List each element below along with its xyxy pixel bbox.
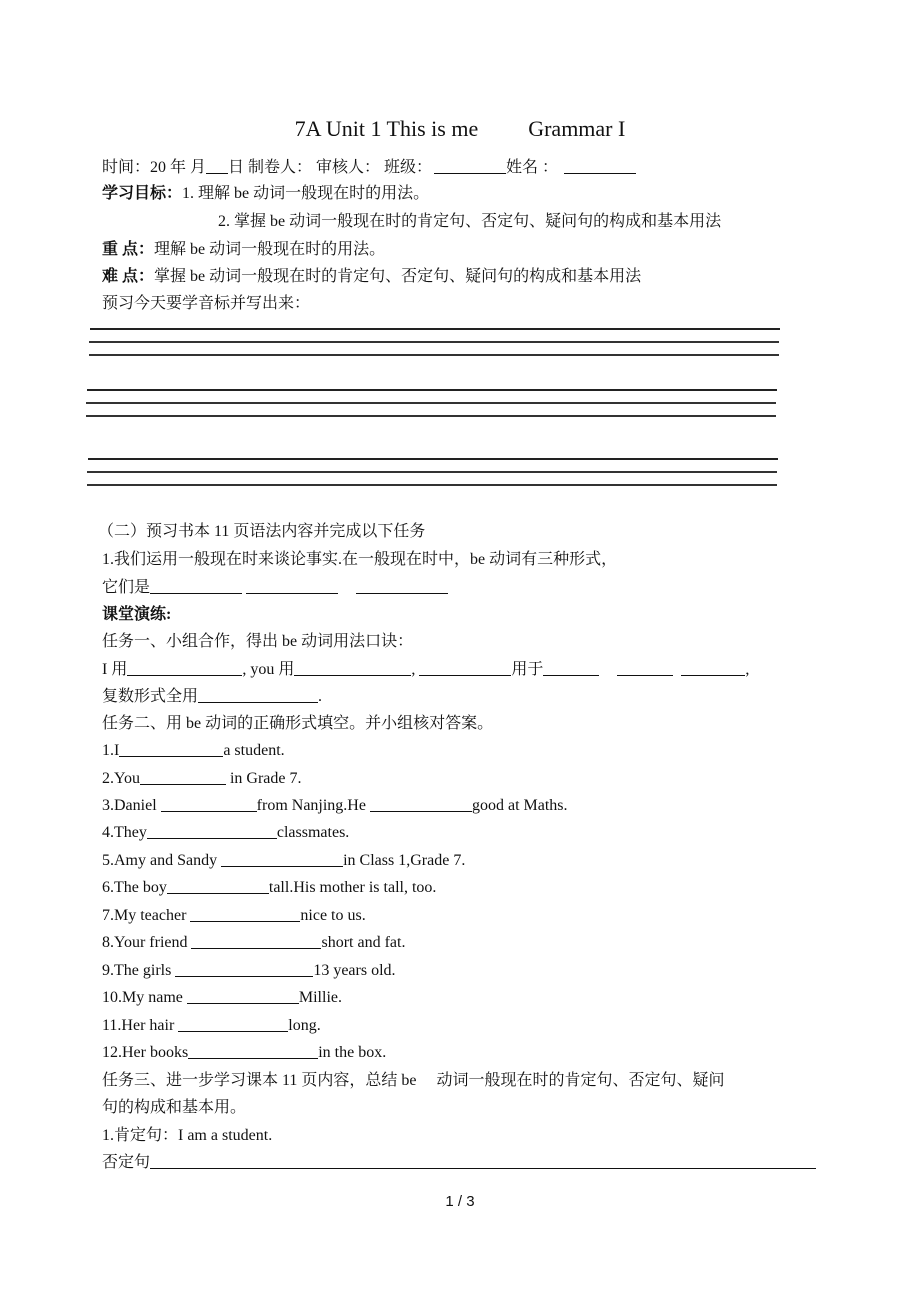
- exercise-suffix: Millie.: [298, 989, 342, 1006]
- writing-line[interactable]: [86, 402, 776, 404]
- task1-text-b: , you 用: [242, 661, 295, 678]
- objective-1: 1. 理解 be 动词一般现在时的用法。: [182, 185, 430, 202]
- exercise-prefix: 5.Amy and Sandy: [102, 852, 222, 869]
- key-point-text: 理解 be 动词一般现在时的用法。: [154, 241, 386, 258]
- task1-period: .: [318, 688, 323, 705]
- key-point-line: [102, 240, 385, 260]
- classroom-practice-label: 课堂演练:: [102, 606, 172, 623]
- day-label: 日 制卷人： 审核人： 班级：: [228, 159, 433, 176]
- exercise-suffix: tall.His mother is tall, too.: [268, 879, 437, 896]
- exercise-suffix: a student.: [223, 742, 285, 759]
- task1-blank-you[interactable]: [294, 660, 411, 676]
- task1-blank-i[interactable]: [127, 660, 242, 676]
- task1-blank-usage-1[interactable]: [543, 660, 599, 676]
- writing-line[interactable]: [89, 354, 779, 356]
- exercise-blank[interactable]: [221, 851, 343, 867]
- task1-text-e: ,: [745, 661, 750, 678]
- exercise-item: [102, 796, 568, 816]
- exercise-blank[interactable]: [119, 741, 223, 757]
- exercise-suffix: short and fat.: [321, 934, 406, 951]
- exercise-prefix: 12.Her books: [102, 1044, 189, 1061]
- exercise-suffix: in Grade 7.: [225, 770, 302, 787]
- header-info-line: [102, 158, 636, 178]
- exercise-prefix: 6.The boy: [102, 879, 167, 896]
- exercise-blank[interactable]: [167, 878, 269, 894]
- writing-line[interactable]: [88, 458, 778, 460]
- key-point-label: 重 点：: [102, 241, 155, 258]
- be-form-blank-3[interactable]: [356, 578, 448, 594]
- task3-negative-line: [102, 1153, 816, 1173]
- exercise-item: [102, 988, 342, 1008]
- exercise-suffix: nice to us.: [300, 907, 366, 924]
- exercise-blank[interactable]: [187, 988, 299, 1004]
- exercise-item: [102, 851, 465, 871]
- exercise-item: [102, 1043, 386, 1063]
- exercise-suffix: in the box.: [318, 1044, 387, 1061]
- task1-plural-text: 复数形式全用: [102, 688, 199, 705]
- name-blank[interactable]: [564, 158, 636, 174]
- objectives-line-1: [102, 184, 429, 204]
- exercise-item: [102, 823, 349, 843]
- task1-text-a: I 用: [102, 661, 128, 678]
- title-grammar: Grammar I: [528, 116, 626, 141]
- be-form-blank-2[interactable]: [246, 578, 338, 594]
- writing-line[interactable]: [89, 341, 779, 343]
- task1-blank-usage-2[interactable]: [617, 660, 673, 676]
- exercise-prefix: 8.Your friend: [102, 934, 192, 951]
- name-label: 姓名 ：: [506, 159, 559, 176]
- exercise-blank[interactable]: [188, 1043, 318, 1059]
- difficult-point-text: 掌握 be 动词一般现在时的肯定句、否定句、疑问句的构成和基本用法: [154, 268, 642, 285]
- task3-heading-line-2: 句的构成和基本用。: [102, 1099, 247, 1116]
- task3-heading-line-1: 任务三、进一步学习课本 11 页内容，总结 be 动词一般现在时的肯定句、否定句、疑问: [102, 1072, 725, 1089]
- page-number: 1 / 3: [445, 1193, 475, 1210]
- task3-affirmative: 1.肯定句：I am a student.: [102, 1127, 273, 1144]
- task1-rule-line-1: [102, 660, 749, 680]
- exercise-item: [102, 961, 396, 981]
- exercise-item: [102, 741, 285, 761]
- writing-line[interactable]: [87, 484, 777, 486]
- exercise-prefix: 7.My teacher: [102, 907, 191, 924]
- exercise-blank[interactable]: [178, 1016, 288, 1032]
- exercise-suffix: in Class 1,Grade 7.: [343, 852, 466, 869]
- objectives-label: 学习目标：: [102, 185, 183, 202]
- difficult-point-line: [102, 267, 641, 287]
- section2-question1-answer-line: [102, 578, 448, 598]
- exercise-prefix: 2.You: [102, 770, 140, 787]
- forms-label: 它们是: [102, 579, 151, 596]
- task1-heading: 任务一、小组合作，得出 be 动词用法口诀：: [102, 633, 414, 650]
- negative-label: 否定句: [102, 1154, 151, 1171]
- exercise-item: [102, 878, 436, 898]
- objective-2: 2. 掌握 be 动词一般现在时的肯定句、否定句、疑问句的构成和基本用法: [218, 213, 722, 230]
- writing-line[interactable]: [87, 389, 777, 391]
- exercise-prefix: 10.My name: [102, 989, 187, 1006]
- task1-text-c: ,: [411, 661, 416, 678]
- time-label: 时间：20 年 月: [102, 159, 207, 176]
- day-blank[interactable]: [206, 158, 228, 174]
- exercise-item: [102, 769, 301, 789]
- exercise-suffix: 13 years old.: [313, 962, 396, 979]
- exercise-blank[interactable]: [175, 961, 313, 977]
- title-unit: 7A Unit 1 This is me: [294, 116, 479, 141]
- document-title: [0, 116, 920, 142]
- section2-question1: 1.我们运用一般现在时来谈论事实.在一般现在时中，be 动词有三种形式，: [102, 551, 618, 568]
- negative-sentence-blank[interactable]: [150, 1153, 816, 1169]
- exercise-blank[interactable]: [190, 906, 300, 922]
- exercise-prefix: 4.They: [102, 824, 147, 841]
- task1-blank-plural[interactable]: [198, 687, 318, 703]
- writing-line[interactable]: [87, 471, 777, 473]
- task1-blank-third[interactable]: [419, 660, 511, 676]
- exercise-prefix: 9.The girls: [102, 962, 176, 979]
- writing-line[interactable]: [90, 328, 780, 330]
- exercise-item: [102, 906, 366, 926]
- task1-text-d: 用于: [511, 661, 544, 678]
- exercise-blank[interactable]: [140, 769, 226, 785]
- exercise-item: [102, 1016, 321, 1036]
- exercise-item: [102, 933, 405, 953]
- writing-line[interactable]: [86, 415, 776, 417]
- class-blank[interactable]: [434, 158, 506, 174]
- preview-phonetics: 预习今天要学音标并写出来：: [102, 295, 311, 312]
- exercise-prefix: 1.I: [102, 742, 120, 759]
- task1-rule-line-2: [102, 687, 322, 707]
- exercise-suffix: long.: [288, 1017, 321, 1034]
- difficult-point-label: 难 点：: [102, 268, 155, 285]
- exercise-blank[interactable]: [147, 823, 277, 839]
- exercise-middle: from Nanjing.He: [256, 797, 370, 814]
- be-form-blank-1[interactable]: [150, 578, 242, 594]
- exercise-prefix: 3.Daniel: [102, 797, 161, 814]
- exercise-blank[interactable]: [191, 933, 321, 949]
- exercise-prefix: 11.Her hair: [102, 1017, 179, 1034]
- task1-blank-usage-3[interactable]: [681, 660, 745, 676]
- exercise-suffix: classmates.: [276, 824, 350, 841]
- task2-heading: 任务二、用 be 动词的正确形式填空。并小组核对答案。: [102, 715, 494, 732]
- objectives-line-2: [218, 212, 721, 232]
- exercise-blank[interactable]: [370, 796, 472, 812]
- section2-heading: （二）预习书本 11 页语法内容并完成以下任务: [98, 523, 426, 540]
- exercise-suffix: good at Maths.: [471, 797, 568, 814]
- exercise-blank[interactable]: [161, 796, 257, 812]
